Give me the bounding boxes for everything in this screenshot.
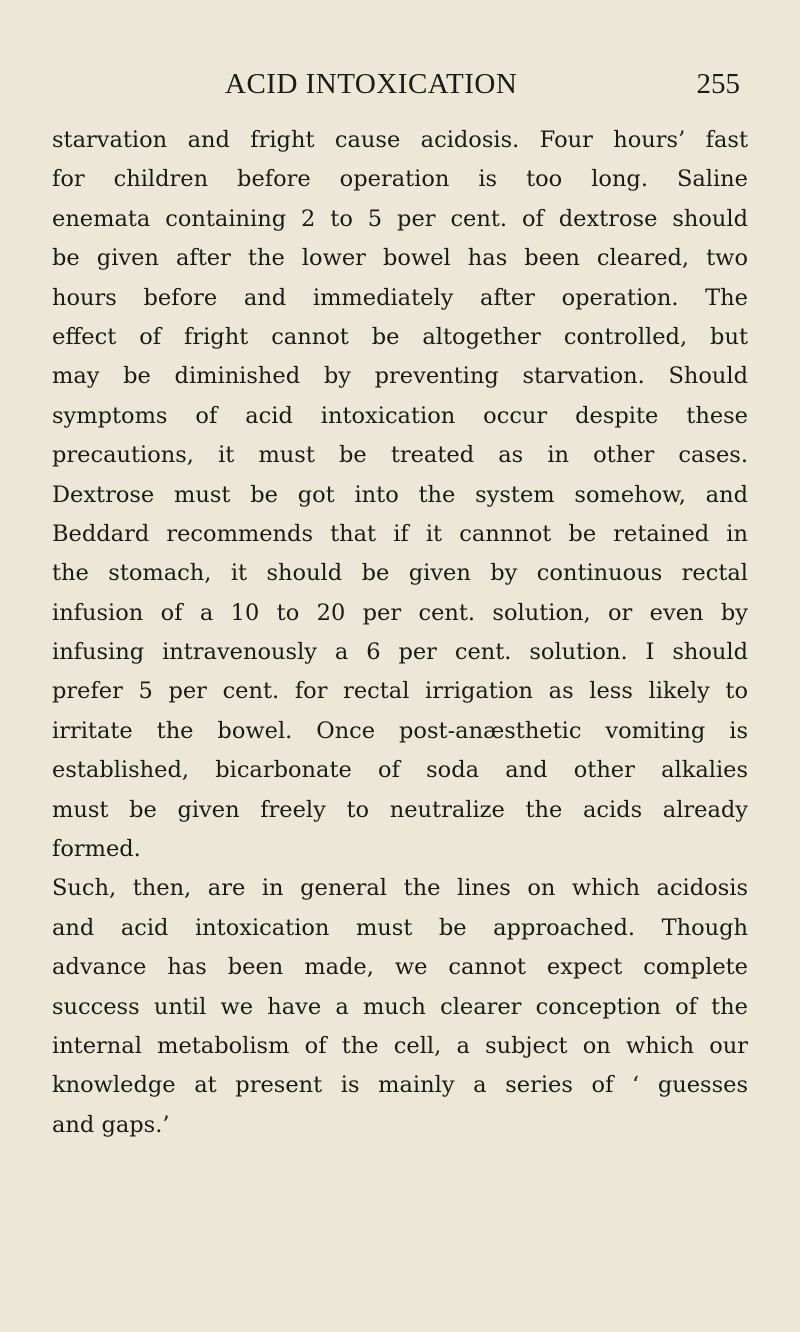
text-line: be given after the lower bowel has been cleared, two	[52, 245, 748, 272]
text-line: the stomach, it should be given by continuous rectal	[52, 560, 748, 587]
text-line: internal metabolism of the cell, a subject on which our	[52, 1032, 748, 1059]
text-line: effect of fright cannot be altogether controlled, but	[52, 323, 748, 350]
paragraph-start-line: Such, then, are in general the lines on which acidosis	[52, 875, 748, 902]
text-line: irritate the bowel. Once post-anæsthetic vomiting is	[52, 717, 748, 744]
text-line: precautions, it must be treated as in other cases.	[52, 442, 748, 469]
text-line: must be given freely to neutralize the acids already	[52, 796, 748, 823]
page-number: 255	[696, 68, 740, 100]
text-line: for children before operation is too long. Saline	[52, 166, 748, 193]
running-head	[52, 66, 748, 102]
paragraph-end-line: and gaps.’	[52, 1111, 170, 1138]
text-line: starvation and fright cause acidosis. Four hours’ fast	[52, 127, 748, 153]
text-line: established, bicarbonate of soda and other alkalies	[52, 757, 748, 784]
text-line: may be diminished by preventing starvation. Should	[52, 363, 748, 390]
text-line: infusion of a 10 to 20 per cent. solution, or even by	[52, 599, 748, 626]
text-line: and acid intoxication must be approached. Though	[52, 914, 748, 941]
text-line: Dextrose must be got into the system somehow, and	[52, 481, 748, 508]
text-line: knowledge at present is mainly a series of ‘ guesses	[52, 1072, 748, 1099]
text-line: infusing intravenously a 6 per cent. solution. I should	[52, 639, 748, 666]
running-title: ACID INTOXICATION	[225, 68, 518, 100]
body-text	[52, 121, 748, 1145]
text-line: prefer 5 per cent. for rectal irrigation as less likely to	[52, 678, 748, 705]
text-line: advance has been made, we cannot expect complete	[52, 954, 748, 981]
text-line: symptoms of acid intoxication occur despite these	[52, 402, 748, 429]
text-line: enemata containing 2 to 5 per cent. of dextrose should	[52, 205, 748, 232]
text-line: Beddard recommends that if it cannnot be retained in	[52, 520, 748, 547]
text-line: hours before and immediately after operation. The	[52, 284, 748, 311]
paragraph-end-line: formed.	[52, 836, 141, 863]
text-line: success until we have a much clearer conception of the	[52, 993, 748, 1020]
